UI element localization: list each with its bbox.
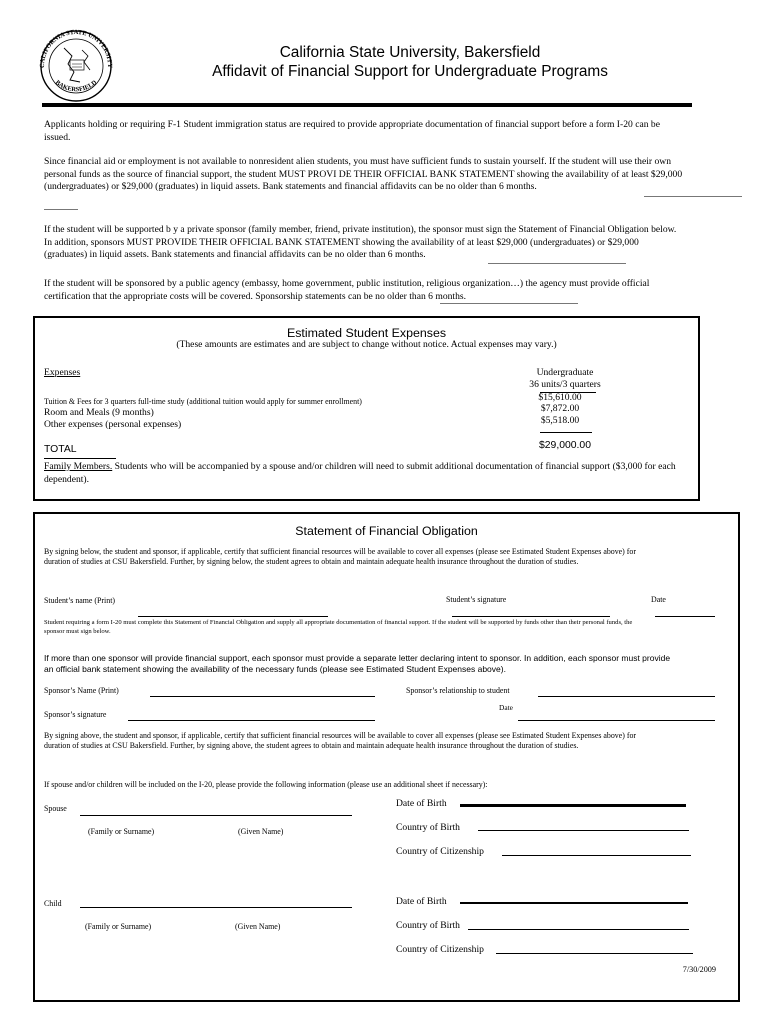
university-seal bbox=[34, 26, 118, 102]
intro-paragraph-1: Applicants holding or requiring F-1 Student immigration status are required to provide appropriate documentation of financial support before a form I-20 can be issued. bbox=[44, 119, 660, 143]
university-name: California State University, Bakersfield bbox=[279, 44, 541, 61]
obligation-paragraph-1: By signing below, the student and sponsor, if applicable, certify that sufficient financial resources will be available to cover all expenses (please see Estimated Student Expenses above) for duration of studies at CSU Bakersfield. Further, by signing below, the student agrees to obtain and maintain adequate health insurance throughout the duration of studies. bbox=[44, 547, 636, 567]
sponsor-signature-label: Sponsor’s signature bbox=[44, 710, 107, 719]
spouse-dob-label: Date of Birth bbox=[396, 798, 447, 809]
header-divider bbox=[42, 103, 692, 107]
sponsor-date-label: Date bbox=[499, 703, 513, 712]
expense-row-room-amount: $7,872.00 bbox=[540, 403, 580, 414]
dependents-intro: If spouse and/or children will be included on the I-20, please provide the following information (please use an additional sheet if necessary): bbox=[44, 780, 488, 789]
expenses-subtitle: (These amounts are estimates and are subject to change without notice. Actual expenses may vary.) bbox=[176, 339, 557, 350]
spouse-given-name-label: (Given Name) bbox=[238, 827, 284, 836]
total-amount: $29,000.00 bbox=[538, 440, 591, 451]
sponsor-name-label: Sponsor’s Name (Print) bbox=[44, 686, 119, 695]
family-members-text: Students who will be accompanied by a spouse and/or children will need to submit additional documentation of financial support ($3,000 for each dependent). bbox=[44, 461, 676, 485]
student-signature-field[interactable] bbox=[452, 616, 610, 617]
total-label: TOTAL bbox=[44, 444, 77, 455]
intro-paragraph-3: If the student will be supported b y a private sponsor (family member, friend, private institution), the sponsor must sign the Statement of Financial Obligation below. In addition, sponsors MUST PROVIDE THEIR OFFICIAL BANK STATEMENT showing the availability of at least $29,000 (undergraduates) or $29,000 (graduates) in liquid assets. Bank statements and financial affidavits can be no older than 6 months. bbox=[44, 224, 677, 261]
spouse-coc-label: Country of Citizenship bbox=[396, 846, 484, 857]
svg-text:CALIFORNIA STATE UNIVERSITY bbox=[39, 29, 113, 69]
form-title: Affidavit of Financial Support for Undergraduate Programs bbox=[212, 63, 608, 80]
child-given-name-label: (Given Name) bbox=[235, 922, 281, 931]
sponsor-relationship-field[interactable] bbox=[538, 696, 715, 697]
family-members-label: Family Members. bbox=[44, 461, 113, 472]
spouse-cob-label: Country of Birth bbox=[396, 822, 460, 833]
expenses-column-label: Expenses bbox=[44, 367, 81, 378]
sponsor-date-field[interactable] bbox=[518, 720, 715, 721]
child-name-field[interactable] bbox=[80, 907, 352, 908]
obligation-paragraph-2: By signing above, the student and sponsor, if applicable, certify that sufficient financial resources will be available to cover all expenses (please see Estimated Student Expenses above) for duration of studies at CSU Bakersfield. Further, by signing above, the student agrees to obtain and maintain adequate health insurance throughout the duration of studies. bbox=[44, 731, 637, 751]
child-coc-field[interactable] bbox=[496, 953, 693, 954]
spouse-name-field[interactable] bbox=[80, 815, 352, 816]
expenses-title: Estimated Student Expenses bbox=[286, 326, 447, 340]
spouse-surname-label: (Family or Surname) bbox=[88, 827, 155, 836]
spouse-dob-field[interactable] bbox=[460, 804, 686, 807]
student-name-label: Student’s name (Print) bbox=[44, 596, 116, 605]
child-cob-label: Country of Birth bbox=[396, 920, 460, 931]
multiple-sponsor-note: If more than one sponsor will provide financial support, each sponsor must provide a separate letter declaring intent to sponsor. In addition, each sponsor must provide an official bank statement showing the availability of the necessary funds (please see Estimated Student Expenses above). bbox=[44, 653, 671, 675]
child-label: Child bbox=[44, 899, 62, 908]
obligation-title: Statement of Financial Obligation bbox=[295, 524, 478, 538]
seal-ring-text: CALIFORNIA STATE UNIVERSITY bbox=[38, 28, 114, 69]
expense-row-tuition-amount: $15,610.00 bbox=[538, 392, 582, 403]
spouse-cob-field[interactable] bbox=[478, 830, 689, 831]
footer-date: 7/30/2009 bbox=[682, 965, 716, 974]
units-header: 36 units/3 quarters bbox=[529, 379, 601, 390]
sponsor-signature-field[interactable] bbox=[128, 720, 375, 721]
spouse-label: Spouse bbox=[44, 804, 67, 813]
child-cob-field[interactable] bbox=[468, 929, 689, 930]
intro-paragraph-4: If the student will be sponsored by a public agency (embassy, home government, public institution, religious organization…) the agency must provide official certification that the appropriate costs will be covered. Sponsorship statements can be no older than 6 months. bbox=[44, 278, 650, 302]
undergraduate-header: Undergraduate bbox=[536, 367, 594, 378]
spouse-coc-field[interactable] bbox=[502, 855, 691, 856]
child-dob-field[interactable] bbox=[460, 902, 688, 904]
student-signature-label: Student’s signature bbox=[446, 595, 507, 604]
student-date-label: Date bbox=[651, 595, 666, 604]
expense-row-other-label: Other expenses (personal expenses) bbox=[44, 419, 182, 430]
sponsor-relationship-label: Sponsor’s relationship to student bbox=[406, 686, 510, 695]
family-members-note bbox=[44, 461, 684, 486]
student-name-field[interactable] bbox=[138, 616, 328, 617]
seal-bottom-text: BAKERSFIELD bbox=[53, 79, 99, 94]
expense-row-room-label: Room and Meals (9 months) bbox=[44, 407, 154, 418]
child-surname-label: (Family or Surname) bbox=[85, 922, 152, 931]
expense-row-other-amount: $5,518.00 bbox=[540, 415, 580, 426]
child-coc-label: Country of Citizenship bbox=[396, 944, 484, 955]
child-dob-label: Date of Birth bbox=[396, 896, 447, 907]
expense-row-tuition-label: Tuition & Fees for 3 quarters full-time study (additional tuition would apply for summer enrollment) bbox=[44, 397, 362, 406]
student-date-field[interactable] bbox=[655, 616, 715, 617]
intro-paragraph-2: Since financial aid or employment is not available to nonresident alien students, you must have sufficient funds to sustain yourself. If the student will use their own personal funds as the source of financial support, the student MUST PROVI DE THEIR OFFICIAL BANK STATEMENT showing the availability of at least $29,000 (undergraduates) or $29,000 (graduates) in liquid assets. Bank statements and financial affidavits can be no older than 6 months. bbox=[44, 156, 683, 193]
i20-requirement-note: Student requiring a form I-20 must complete this Statement of Financial Obligation and supply all appropriate documentation of financial support. If the student will be supported by funds other than their personal funds, the sponsor must sign below. bbox=[44, 619, 633, 636]
sponsor-name-field[interactable] bbox=[150, 696, 375, 697]
